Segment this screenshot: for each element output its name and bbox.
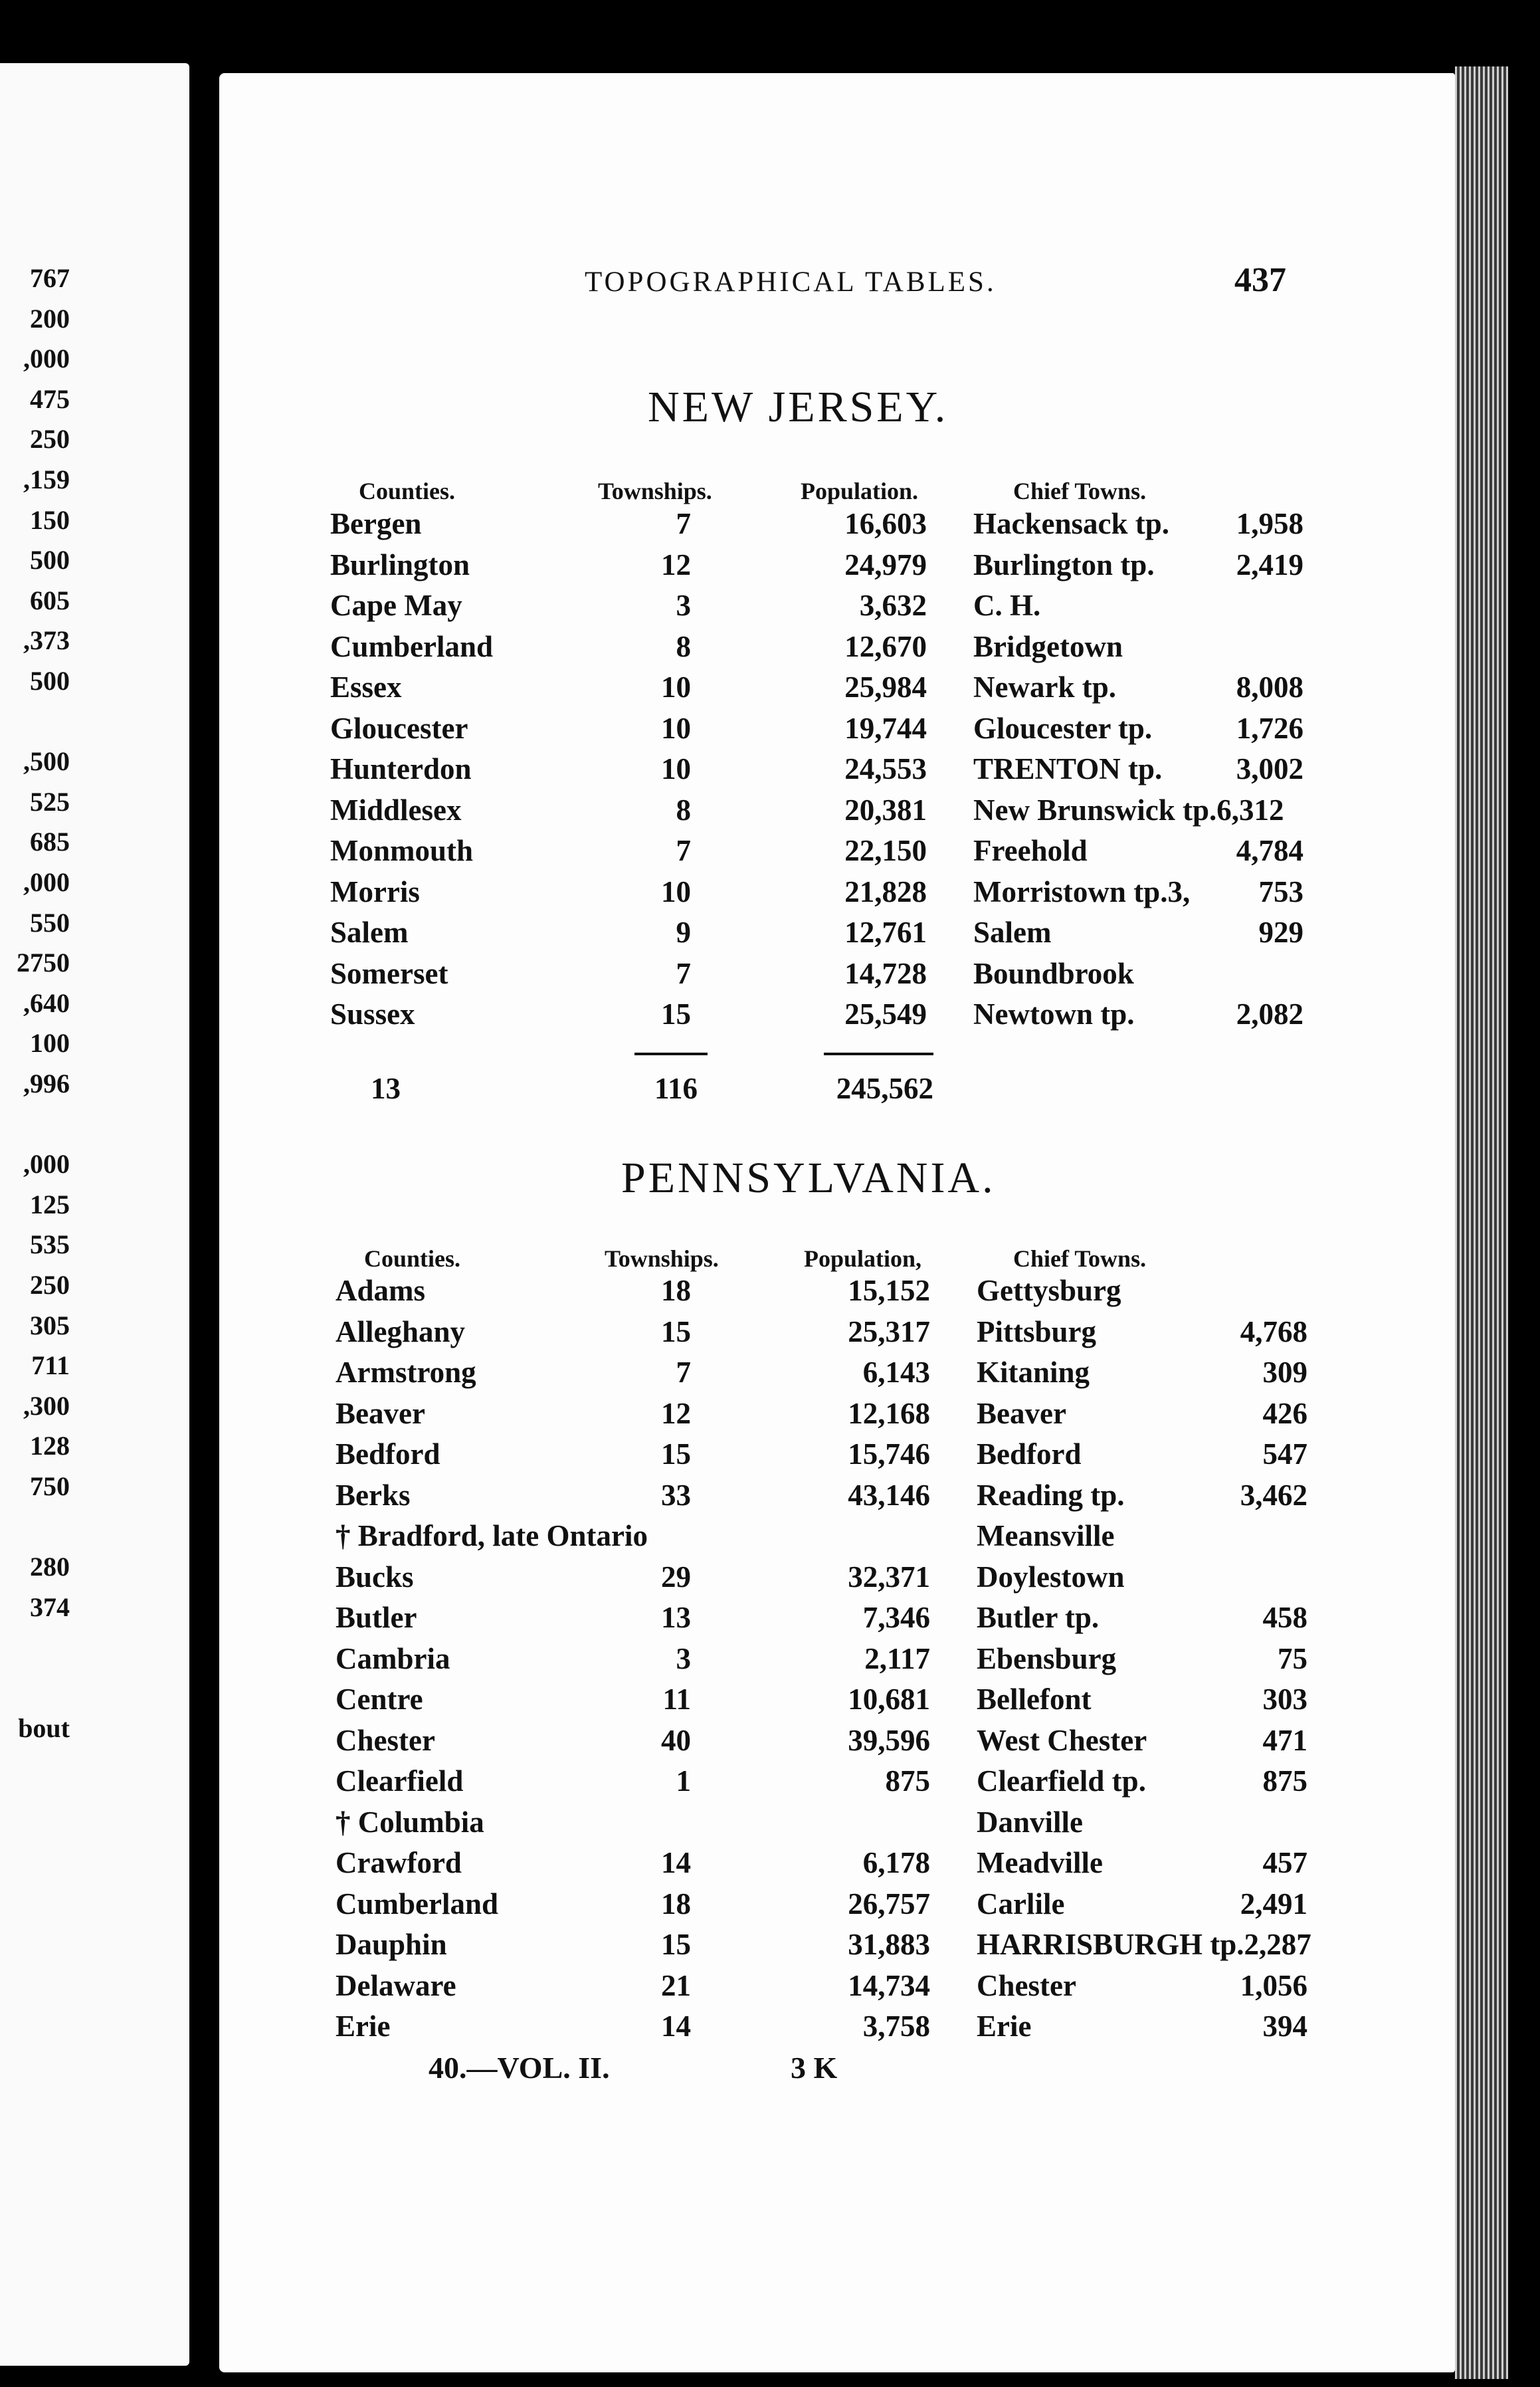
chief-town: Salem [973, 916, 1052, 949]
left-page-number: 125 [30, 1189, 70, 1219]
county-name: Chester [336, 1723, 435, 1757]
population-value: 2,117 [864, 1641, 930, 1675]
chief-town: Carlile [977, 1887, 1065, 1920]
pa-header-townships: Townships. [605, 1245, 719, 1272]
chief-town-population: 457 [1262, 1846, 1307, 1879]
chief-town-population: 547 [1262, 1437, 1307, 1471]
left-page-number: ,000 [23, 1149, 70, 1180]
county-name: Cumberland [336, 1887, 499, 1920]
left-page-number: 685 [30, 827, 70, 857]
population-value: 6,178 [862, 1846, 930, 1879]
left-page-number: 711 [31, 1350, 70, 1381]
pa-header-counties: Counties. [364, 1245, 461, 1272]
township-count: 11 [662, 1683, 691, 1716]
county-name: Burlington [330, 548, 470, 581]
township-count: 15 [661, 997, 691, 1031]
township-count: 8 [676, 793, 691, 827]
nj-header-chief-towns: Chief Towns. [1013, 478, 1147, 504]
township-count: 18 [661, 1274, 691, 1307]
township-count: 15 [661, 1437, 691, 1471]
population-value: 12,168 [848, 1396, 930, 1430]
nj-total-townships: 116 [654, 1072, 698, 1105]
population-value: 875 [885, 1764, 930, 1798]
chief-town-population: 303 [1262, 1683, 1307, 1716]
county-name: Bedford [336, 1437, 440, 1471]
signature-mark: 3 K [791, 2051, 838, 2085]
left-page-number: 500 [30, 545, 70, 575]
chief-town-population: 471 [1262, 1723, 1307, 1757]
chief-town-population: 8,008 [1236, 671, 1303, 704]
township-count: 29 [661, 1560, 691, 1594]
population-value: 39,596 [848, 1723, 930, 1757]
left-page-number: 535 [30, 1229, 70, 1260]
chief-town: Freehold [973, 834, 1088, 867]
chief-town: Newtown tp. [973, 997, 1135, 1031]
township-count: 13 [661, 1601, 691, 1634]
chief-town: Bellefont [977, 1683, 1092, 1716]
nj-townships-rule [634, 1053, 708, 1055]
county-name: Butler [336, 1601, 417, 1634]
chief-town: Doylestown [977, 1560, 1125, 1594]
township-count: 15 [661, 1928, 691, 1961]
chief-town: Gettysburg [977, 1274, 1121, 1307]
chief-town-population: 875 [1262, 1764, 1307, 1798]
county-name: † Columbia [336, 1805, 484, 1839]
township-count: 40 [661, 1723, 691, 1757]
county-name: † Bradford, late Ontario [336, 1519, 648, 1552]
township-count: 15 [661, 1314, 691, 1348]
county-name: Cape May [330, 589, 462, 622]
nj-population-rule [824, 1053, 933, 1055]
running-title: TOPOGRAPHICAL TABLES. [585, 266, 997, 298]
chief-town: Kitaning [977, 1356, 1090, 1389]
chief-town: Meadville [977, 1846, 1103, 1879]
left-page-number: 100 [30, 1028, 70, 1059]
left-page-number: bout [18, 1712, 70, 1743]
township-count: 7 [676, 507, 691, 540]
chief-town: Meansville [977, 1519, 1115, 1552]
chief-town-population: 3,002 [1236, 752, 1303, 785]
population-value: 26,757 [848, 1887, 930, 1920]
chief-town: Gloucester tp. [973, 711, 1153, 745]
chief-town: Chester [977, 1968, 1076, 2002]
chief-town-population: 1,056 [1240, 1968, 1307, 2002]
township-count: 10 [661, 711, 691, 745]
county-name: Cumberland [330, 629, 494, 663]
left-page-number: ,640 [23, 987, 70, 1018]
population-value: 21,828 [844, 875, 927, 908]
county-name: Clearfield [336, 1764, 464, 1798]
township-count: 14 [661, 1846, 691, 1879]
county-name: Berks [336, 1478, 411, 1512]
chief-town: Morristown tp.3, [973, 875, 1191, 908]
population-value: 12,761 [844, 916, 927, 949]
population-value: 25,984 [844, 671, 927, 704]
left-page-number: ,300 [23, 1390, 70, 1421]
left-page-number: 200 [30, 303, 70, 334]
county-name: Erie [336, 2010, 391, 2043]
population-value: 24,553 [844, 752, 927, 785]
left-page-number: ,000 [23, 867, 70, 897]
chief-town-population: 309 [1262, 1356, 1307, 1389]
township-count: 18 [661, 1887, 691, 1920]
page-number: 437 [1234, 261, 1286, 299]
chief-town-population: 1,958 [1236, 507, 1303, 540]
chief-town-population: 3,462 [1240, 1478, 1307, 1512]
county-name: Bucks [336, 1560, 414, 1594]
township-count: 7 [676, 834, 691, 867]
county-name: Morris [330, 875, 420, 908]
new-jersey-title: NEW JERSEY. [648, 383, 949, 431]
chief-town: Clearfield tp. [977, 1764, 1146, 1798]
population-value: 25,317 [848, 1314, 930, 1348]
left-page-number: ,159 [23, 465, 70, 494]
chief-town: Hackensack tp. [973, 507, 1170, 540]
chief-town-population: 75 [1278, 1641, 1307, 1675]
county-name: Monmouth [330, 834, 474, 867]
county-name: Bergen [330, 507, 422, 540]
left-page-number: 605 [30, 585, 70, 615]
population-value: 31,883 [848, 1928, 930, 1961]
county-name: Adams [336, 1274, 426, 1307]
chief-town-population: 2,419 [1236, 548, 1303, 581]
chief-town: Newark tp. [973, 671, 1116, 704]
population-value: 10,681 [848, 1683, 930, 1716]
county-name: Crawford [336, 1846, 462, 1879]
chief-town-population: 929 [1258, 916, 1303, 949]
chief-town: TRENTON tp. [973, 752, 1163, 785]
previous-page [0, 63, 189, 2366]
population-value: 16,603 [844, 507, 927, 540]
nj-header-townships: Townships. [598, 478, 712, 504]
township-count: 14 [661, 2010, 691, 2043]
chief-town-population: 426 [1262, 1396, 1307, 1430]
chief-town: Boundbrook [973, 956, 1134, 990]
county-name: Centre [336, 1683, 423, 1716]
left-page-number: 150 [30, 504, 70, 535]
left-page-number: ,000 [23, 344, 70, 374]
population-value: 22,150 [844, 834, 927, 867]
chief-town: Burlington tp. [973, 548, 1155, 581]
township-count: 3 [676, 1641, 691, 1675]
chief-town-population: 2,082 [1236, 997, 1303, 1031]
left-page-number: 550 [30, 907, 70, 938]
chief-town-population: 394 [1262, 2010, 1307, 2043]
county-name: Hunterdon [330, 752, 472, 785]
left-page-number: 2750 [17, 948, 70, 978]
population-value: 25,549 [844, 997, 927, 1031]
nj-total-counties: 13 [371, 1072, 401, 1105]
county-name: Armstrong [336, 1356, 476, 1389]
left-page-number: 280 [30, 1552, 70, 1582]
chief-town-population: 1,726 [1236, 711, 1303, 745]
population-value: 32,371 [848, 1560, 930, 1594]
population-value: 7,346 [862, 1601, 930, 1634]
left-page-number: 128 [30, 1431, 70, 1461]
chief-town-population: 458 [1262, 1601, 1307, 1634]
left-page-number: 250 [30, 424, 70, 455]
population-value: 15,746 [848, 1437, 930, 1471]
chief-town-population: 4,768 [1240, 1314, 1307, 1348]
left-page-number: ,373 [23, 625, 70, 656]
chief-town: Pittsburg [977, 1314, 1096, 1348]
population-value: 15,152 [848, 1274, 930, 1307]
population-value: 3,758 [862, 2010, 930, 2043]
population-value: 43,146 [848, 1478, 930, 1512]
left-page-number: ,996 [23, 1069, 70, 1098]
chief-town: Ebensburg [977, 1641, 1117, 1675]
pennsylvania-title: PENNSYLVANIA. [621, 1154, 996, 1202]
chief-town: New Brunswick tp.6,312 [973, 793, 1284, 827]
left-page-number: 475 [30, 383, 70, 414]
population-value: 3,632 [859, 589, 927, 622]
chief-town: HARRISBURGH tp.2,287 [977, 1928, 1311, 1961]
township-count: 1 [676, 1764, 691, 1798]
county-name: Salem [330, 916, 409, 949]
population-value: 12,670 [844, 629, 927, 663]
left-page-number: 374 [30, 1592, 70, 1622]
county-name: Gloucester [330, 711, 468, 745]
chief-town: West Chester [977, 1723, 1147, 1757]
county-name: Cambria [336, 1641, 450, 1675]
township-count: 7 [676, 1356, 691, 1389]
chief-town: Butler tp. [977, 1601, 1100, 1634]
population-value: 14,734 [848, 1968, 930, 2002]
township-count: 10 [661, 671, 691, 704]
county-name: Dauphin [336, 1928, 447, 1961]
left-page-number: 750 [30, 1471, 70, 1501]
population-value: 14,728 [844, 956, 927, 990]
population-value: 6,143 [862, 1356, 930, 1389]
township-count: 12 [661, 1396, 691, 1430]
chief-town: Danville [977, 1805, 1084, 1839]
pa-header-chief-towns: Chief Towns. [1013, 1245, 1147, 1272]
township-count: 33 [661, 1478, 691, 1512]
population-value: 24,979 [844, 548, 927, 581]
township-count: 10 [661, 752, 691, 785]
township-count: 3 [676, 589, 691, 622]
township-count: 10 [661, 875, 691, 908]
chief-town-population: 753 [1258, 875, 1303, 908]
population-value: 20,381 [844, 793, 927, 827]
township-count: 7 [676, 956, 691, 990]
county-name: Delaware [336, 1968, 456, 2002]
left-page-number: 500 [30, 666, 70, 696]
township-count: 12 [661, 548, 691, 581]
county-name: Beaver [336, 1396, 425, 1430]
county-name: Sussex [330, 997, 415, 1031]
nj-total-population: 245,562 [836, 1072, 933, 1105]
pa-header-population: Population, [804, 1245, 922, 1272]
signature-line: 40.—VOL. II. [429, 2051, 610, 2085]
left-page-number: ,500 [23, 746, 70, 777]
nj-header-population: Population. [801, 478, 919, 504]
left-page-number: 525 [30, 786, 70, 817]
county-name: Somerset [330, 956, 448, 990]
chief-town: Bedford [977, 1437, 1082, 1471]
chief-town: Reading tp. [977, 1478, 1125, 1512]
chief-town: Beaver [977, 1396, 1066, 1430]
left-page-number: 767 [30, 263, 70, 293]
left-page-number: 305 [30, 1310, 70, 1340]
chief-town-population: 2,491 [1240, 1887, 1307, 1920]
nj-header-counties: Counties. [359, 478, 456, 504]
county-name: Alleghany [336, 1314, 466, 1348]
county-name: Middlesex [330, 793, 462, 827]
population-value: 19,744 [844, 711, 927, 745]
chief-town: Bridgetown [973, 629, 1123, 663]
page-edge [1455, 66, 1508, 2379]
county-name: Essex [330, 671, 402, 704]
chief-town-population: 4,784 [1236, 834, 1303, 867]
chief-town: C. H. [973, 589, 1041, 622]
township-count: 21 [661, 1968, 691, 2002]
township-count: 9 [676, 916, 691, 949]
chief-town: Erie [977, 2010, 1032, 2043]
township-count: 8 [676, 629, 691, 663]
left-page-number: 250 [30, 1270, 70, 1300]
